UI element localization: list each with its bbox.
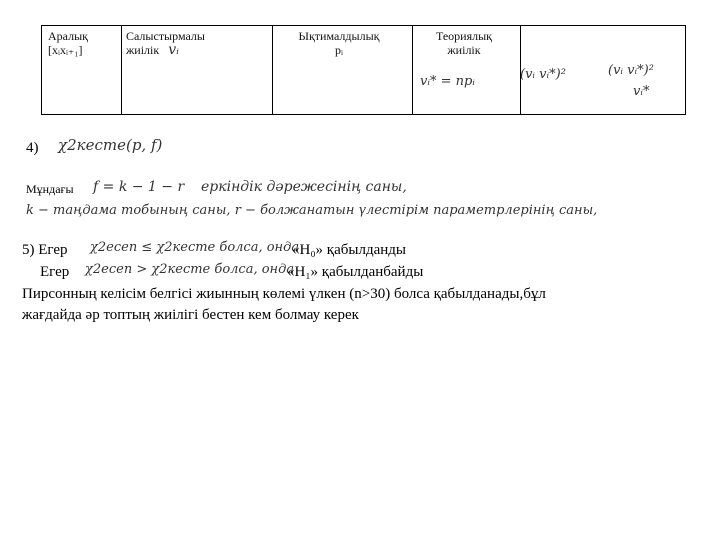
formula-chi-square-table: χ2кесте(p, f) <box>58 136 163 154</box>
pearson-criterion-line-2: жағдайда әр топтың жиілігі бестен кем болмау керек <box>22 307 359 323</box>
header-interval-label: Аралық <box>48 29 88 43</box>
header-theoretical-frequency-line1: Теориялық <box>435 29 493 43</box>
header-theoretical-frequency <box>414 29 514 57</box>
parameters-description: k − таңдама тобының саны, r − болжанатын үлестірім параметрлерінің саны, <box>26 203 598 218</box>
formula-ratio-denominator: vᵢ* <box>633 84 650 99</box>
step-5-if-1: 5) Егер <box>22 242 68 258</box>
formula-degrees-freedom: f = k − 1 − r <box>93 179 185 195</box>
header-interval-range: [xᵢxᵢ₊₁] <box>48 43 83 57</box>
frequency-table <box>41 25 686 115</box>
header-relative-frequency-word: жиілік <box>126 43 160 57</box>
condition-reject: χ2есеп > χ2кесте болса, онда <box>85 262 295 277</box>
header-relative-frequency-line1: Салыстырмалы <box>126 29 205 43</box>
degrees-freedom-description: еркіндік дәрежесінің саны, <box>201 179 407 195</box>
pearson-criterion-line-1: Пирсонның келісім белгісі жиынның көлемі үлкен (n>30) болса қабылданады,бұл <box>22 286 546 302</box>
formula-theoretical-frequency: vᵢ* = npᵢ <box>420 74 475 89</box>
table-divider <box>412 26 413 114</box>
symbol-v-i: vᵢ <box>168 42 179 58</box>
formula-ratio-numerator: (vᵢ vᵢ*)² <box>608 63 654 78</box>
header-probability-symbol: pᵢ <box>335 43 343 57</box>
header-relative-frequency-line2 <box>126 43 205 57</box>
table-divider <box>272 26 273 114</box>
formula-squared-difference: (vᵢ vᵢ*)² <box>520 67 566 82</box>
header-interval <box>48 29 88 57</box>
step-5-if-2: Егер <box>40 264 70 280</box>
result-h0-accepted: «H₀» қабылданды <box>292 242 406 258</box>
step-4-number: 4) <box>26 140 39 156</box>
result-h1-not-accepted: «H₁» қабылданбайды <box>287 264 424 280</box>
where-label: Мұндағы <box>26 182 74 196</box>
header-probability-label: Ықтималдылық <box>298 29 380 43</box>
condition-accept: χ2есеп ≤ χ2кесте болса, онда <box>90 240 300 255</box>
header-theoretical-frequency-line2: жиілік <box>447 43 481 57</box>
header-relative-frequency <box>126 29 205 57</box>
header-probability <box>284 29 394 57</box>
table-divider <box>121 26 122 114</box>
